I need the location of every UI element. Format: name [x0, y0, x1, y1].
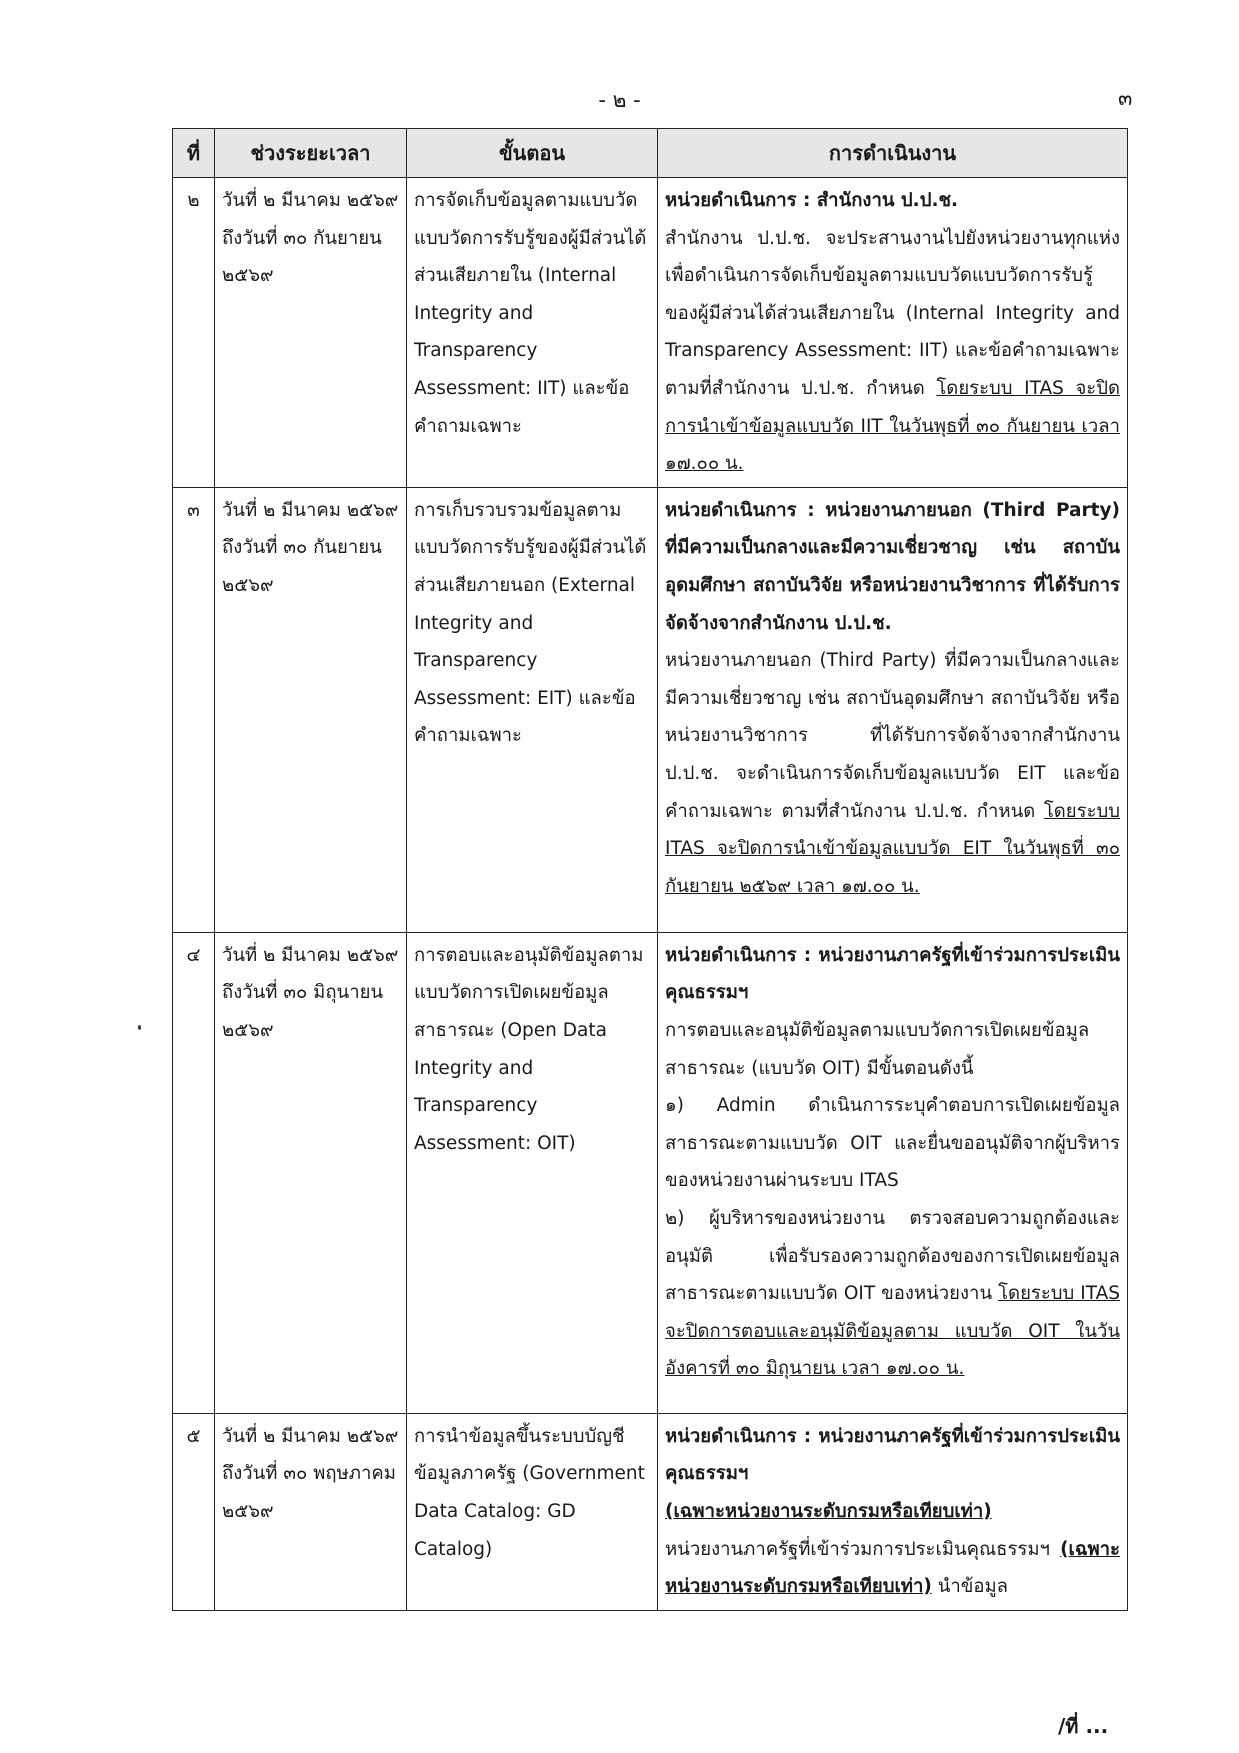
operation-text: การตอบและอนุมัติข้อมูลตามแบบวัดการเปิดเผยข้อมูลสาธารณะ (แบบวัด OIT) มีขั้นตอนดังนี้	[665, 1019, 1090, 1079]
operation-deadline: โดยระบบ ITAS จะปิดการนำเข้าข้อมูลแบบวัด EIT ในวันพุธที่ ๓๐ กันยายน ๒๕๖๙ เวลา ๑๗.๐๐ น.	[665, 800, 1120, 897]
operation-heading: หน่วยดำเนินการ : หน่วยงานภาครัฐที่เข้าร่วมการประเมินคุณธรรมฯ	[665, 944, 1120, 1004]
row-number: ๒	[173, 178, 215, 488]
operation-step-2: ๒) ผู้บริหารของหน่วยงาน ตรวจสอบความถูกต้องและอนุมัติ เพื่อรับรองความถูกต้องของการเปิดเผยข้อมูลสาธารณะตามแบบวัด OIT ของหน่วยงาน	[665, 1207, 1120, 1305]
row-operation	[658, 178, 1128, 488]
operation-heading: หน่วยดำเนินการ : สำนักงาน ป.ป.ช.	[665, 190, 959, 211]
row-period: วันที่ ๒ มีนาคม ๒๕๖๙ ถึงวันที่ ๓๐ กันยายน ๒๕๖๙	[215, 487, 407, 932]
operation-text: สำนักงาน ป.ป.ช. จะประสานงานไปยังหน่วยงานทุกแห่ง เพื่อดำเนินการจัดเก็บข้อมูลตามแบบวัดแบบวัดการรับรู้ของผู้มีส่วนได้ส่วนเสียภายใน (Internal Integrity and Transparency Assessment: IIT) และข้อคำถามเฉพาะตามที่สำนักงาน ป.ป.ช. กำหนด	[665, 227, 1120, 399]
page-number: - ๒ -	[598, 88, 641, 112]
row-step: การตอบและอนุมัติข้อมูลตามแบบวัดการเปิดเผยข้อมูลสาธารณะ (Open Data Integrity and Transparency Assessment: OIT)	[407, 932, 658, 1413]
operation-step-1: ๑) Admin ดำเนินการระบุคำตอบการเปิดเผยข้อมูลสาธารณะตามแบบวัด OIT และยื่นขออนุมัติจากผู้บริหารของหน่วยงานผ่านระบบ ITAS	[665, 1095, 1120, 1192]
schedule-table	[172, 128, 1128, 1611]
header-no: ที่	[173, 129, 215, 178]
row-operation	[658, 932, 1128, 1413]
row-step: การเก็บรวบรวมข้อมูลตามแบบวัดการรับรู้ของผู้มีส่วนได้ส่วนเสียภายนอก (External Integrity and Transparency Assessment: EIT) และข้อคำถามเฉพาะ	[407, 487, 658, 932]
header-period: ช่วงระยะเวลา	[215, 129, 407, 178]
table-row	[173, 487, 1128, 932]
row-number: ๔	[173, 932, 215, 1413]
row-period: วันที่ ๒ มีนาคม ๒๕๖๙ ถึงวันที่ ๓๐ พฤษภาคม ๒๕๖๙	[215, 1413, 407, 1610]
row-number: ๓	[173, 487, 215, 932]
operation-heading: หน่วยดำเนินการ : หน่วยงานภาครัฐที่เข้าร่วมการประเมินคุณธรรมฯ	[665, 1425, 1120, 1485]
row-step: การจัดเก็บข้อมูลตามแบบวัดแบบวัดการรับรู้ของผู้มีส่วนได้ส่วนเสียภายใน (Internal Integrity and Transparency Assessment: IIT) และข้อคำถามเฉพาะ	[407, 178, 658, 488]
header-operation: การดำเนินงาน	[658, 129, 1128, 178]
scan-speck	[138, 1025, 141, 1030]
operation-text: หน่วยงานภาครัฐที่เข้าร่วมการประเมินคุณธรรมฯ	[665, 1538, 1050, 1560]
operation-heading: หน่วยดำเนินการ : หน่วยงานภายนอก (Third Party) ที่มีความเป็นกลางและมีความเชี่ยวชาญ เช่น สถาบันอุดมศึกษา สถาบันวิจัย หรือหน่วยงานวิชาการ ที่ได้รับการจัดจ้างจากสำนักงาน ป.ป.ช.	[665, 499, 1120, 634]
row-period: วันที่ ๒ มีนาคม ๒๕๖๙ ถึงวันที่ ๓๐ มิถุนายน ๒๕๖๙	[215, 932, 407, 1413]
table-header-row	[173, 129, 1128, 178]
operation-heading-scope: (เฉพาะหน่วยงานระดับกรมหรือเทียบเท่า)	[665, 1500, 992, 1522]
continuation-marker: /ที่ ...	[1058, 1714, 1109, 1738]
row-step: การนำข้อมูลขึ้นระบบบัญชีข้อมูลภาครัฐ (Government Data Catalog: GD Catalog)	[407, 1413, 658, 1610]
table-row	[173, 178, 1128, 488]
operation-deadline: โดยระบบ ITAS จะปิดการตอบและอนุมัติข้อมูลตาม แบบวัด OIT ในวันอังคารที่ ๓๐ มิถุนายน เวลา ๑๗.๐๐ น.	[665, 1283, 1121, 1380]
table-row	[173, 932, 1128, 1413]
operation-tail: นำข้อมูล	[931, 1576, 1009, 1598]
row-operation	[658, 1413, 1128, 1610]
row-period: วันที่ ๒ มีนาคม ๒๕๖๙ ถึงวันที่ ๓๐ กันยายน ๒๕๖๙	[215, 178, 407, 488]
row-number: ๕	[173, 1413, 215, 1610]
table-row	[173, 1413, 1128, 1610]
header-step: ขั้นตอน	[407, 129, 658, 178]
operation-text: หน่วยงานภายนอก (Third Party) ที่มีความเป็นกลางและมีความเชี่ยวชาญ เช่น สถาบันอุดมศึกษา สถาบันวิจัย หรือหน่วยงานวิชาการ ที่ได้รับการจัดจ้างจากสำนักงาน ป.ป.ช. จะดำเนินการจัดเก็บข้อมูลแบบวัด EIT และข้อคำถามเฉพาะ ตามที่สำนักงาน ป.ป.ช. กำหนด	[665, 650, 1120, 822]
operation-deadline: โดยระบบ ITAS จะปิดการนำเข้าข้อมูลแบบวัด IIT ในวันพุธที่ ๓๐ กันยายน เวลา ๑๗.๐๐ น.	[665, 377, 1121, 475]
operation-scope: (เฉพาะหน่วยงานระดับกรมหรือเทียบเท่า)	[665, 1538, 1120, 1598]
row-operation	[658, 487, 1128, 932]
corner-page-number: ๓	[1118, 86, 1133, 110]
